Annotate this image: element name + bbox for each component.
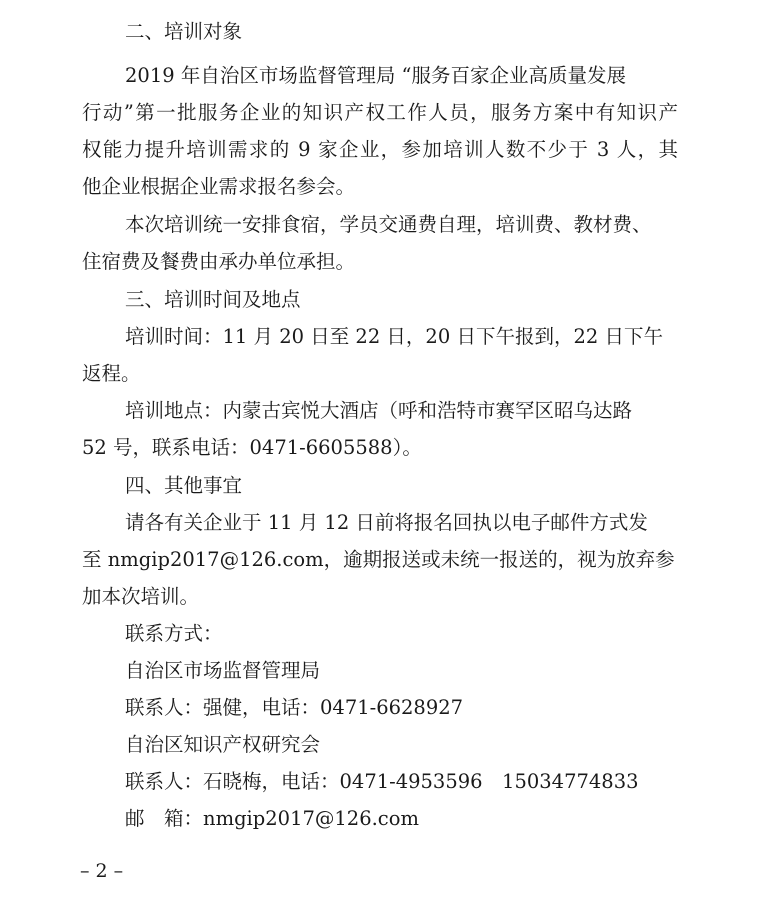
email-label: 邮 箱：: [125, 807, 204, 830]
paragraph-line: 本次培训统一安排食宿，学员交通费自理，培训费、教材费、: [125, 213, 652, 236]
contact-org-market-bureau: 自治区市场监督管理局: [125, 659, 321, 682]
contact-person-1: 联系人：强健，电话：0471-6628927: [125, 696, 464, 719]
contact-person-2: 联系人：石晓梅，电话：0471-4953596 15034774833: [125, 770, 639, 793]
paragraph-line: 培训时间：11 月 20 日至 22 日，20 日下午报到，22 日下午: [125, 325, 663, 348]
paragraph-line: 至 nmgip2017@126.com，逾期报送或未统一报送的，视为放弃参: [82, 548, 675, 571]
page-number: – 2 –: [80, 860, 124, 882]
paragraph-line: 他企业根据企业需求报名参会。: [82, 175, 356, 198]
contact-org-ip-institute: 自治区知识产权研究会: [125, 733, 321, 756]
contact-label: 联系方式：: [125, 622, 223, 645]
paragraph-line: 请各有关企业于 11 月 12 日前将报名回执以电子邮件方式发: [125, 511, 648, 534]
email-address: nmgip2017@126.com: [203, 807, 419, 830]
paragraph-line: 培训地点：内蒙古宾悦大酒店（呼和浩特市赛罕区昭乌达路: [125, 399, 633, 422]
paragraph-line: 加本次培训。: [82, 585, 200, 608]
contact-email-row: [125, 806, 419, 832]
section-heading-time-location: 三、培训时间及地点: [125, 288, 301, 311]
paragraph-line: 2019 年自治区市场监督管理局 “服务百家企业高质量发展: [125, 64, 626, 87]
paragraph-line: 行动”第一批服务企业的知识产权工作人员，服务方案中有知识产: [82, 101, 678, 124]
paragraph-line: 住宿费及餐费由承办单位承担。: [82, 250, 356, 273]
section-heading-training-target: 二、培训对象: [125, 20, 243, 43]
paragraph-line: 返程。: [82, 362, 141, 385]
paragraph-line: 权能力提升培训需求的 9 家企业，参加培训人数不少于 3 人，其: [82, 138, 678, 161]
section-heading-other-matters: 四、其他事宜: [125, 474, 243, 497]
paragraph-line: 52 号，联系电话：0471-6605588）。: [82, 436, 422, 459]
